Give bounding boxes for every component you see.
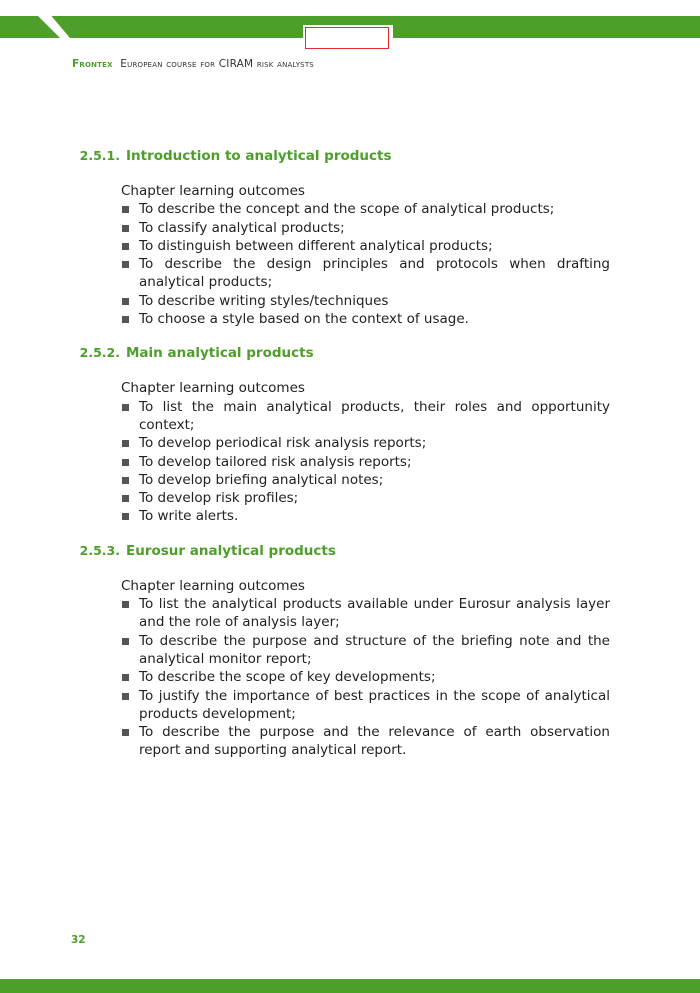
- list-item: To distinguish between different analytical products;: [121, 237, 610, 255]
- bullet-icon: [122, 693, 129, 700]
- outcomes-intro: Chapter learning outcomes: [121, 380, 305, 397]
- list-item: To describe the design principles and protocols when drafting analytical products;: [121, 255, 610, 292]
- section-main-analytical-products: [70, 345, 610, 525]
- section-eurosur-analytical-products: [70, 543, 610, 760]
- list-item: To develop briefing analytical notes;: [121, 471, 610, 489]
- list-item: To classify analytical products;: [121, 219, 610, 237]
- list-item: To develop periodical risk analysis reports;: [121, 434, 610, 452]
- page-number: 32: [71, 934, 86, 946]
- outcomes-list: [121, 595, 610, 760]
- list-item: To describe the concept and the scope of analytical products;: [121, 200, 610, 218]
- running-header: [72, 58, 314, 70]
- section-title: Main analytical products: [126, 345, 314, 362]
- list-item: To describe writing styles/techniques: [121, 292, 610, 310]
- outcomes-list: [121, 200, 610, 328]
- list-item: To list the analytical products available under Eurosur analysis layer and the role of analysis layer;: [121, 595, 610, 632]
- section-heading: [70, 148, 610, 164]
- bullet-icon: [122, 601, 129, 608]
- bullet-icon: [122, 495, 129, 502]
- bullet-icon: [122, 225, 129, 232]
- bullet-icon: [122, 729, 129, 736]
- main-content: [70, 148, 610, 777]
- list-item: To describe the purpose and structure of the briefing note and the analytical monitor report;: [121, 632, 610, 669]
- bullet-icon: [122, 477, 129, 484]
- section-heading: [70, 345, 610, 361]
- section-intro-analytical-products: [70, 148, 610, 328]
- bullet-icon: [122, 316, 129, 323]
- outcomes-list: [121, 398, 610, 526]
- bullet-icon: [122, 404, 129, 411]
- red-outline-box: [305, 27, 389, 49]
- list-item: To justify the importance of best practices in the scope of analytical products development;: [121, 687, 610, 724]
- list-item: To develop tailored risk analysis reports;: [121, 453, 610, 471]
- bullet-icon: [122, 459, 129, 466]
- section-title: Introduction to analytical products: [126, 148, 392, 164]
- list-item: To describe the scope of key developments;: [121, 668, 610, 686]
- brand-name: Frontex: [72, 58, 113, 70]
- section-number: 2.5.2.: [79, 345, 120, 361]
- bullet-icon: [122, 243, 129, 250]
- section-number: 2.5.1.: [79, 148, 120, 163]
- list-item: To choose a style based on the context of usage.: [121, 310, 610, 328]
- section-heading: [70, 543, 610, 559]
- bullet-icon: [122, 513, 129, 520]
- section-number: 2.5.3.: [79, 542, 120, 558]
- bullet-icon: [122, 298, 129, 305]
- bottom-green-band: [0, 979, 700, 993]
- outcomes-intro: Chapter learning outcomes: [121, 577, 305, 594]
- top-corner-slope: [0, 0, 80, 40]
- bullet-icon: [122, 206, 129, 213]
- bullet-icon: [122, 674, 129, 681]
- list-item: To develop risk profiles;: [121, 489, 610, 507]
- bullet-icon: [122, 638, 129, 645]
- list-item: To write alerts.: [121, 507, 610, 525]
- list-item: To list the main analytical products, their roles and opportunity context;: [121, 398, 610, 435]
- section-title: Eurosur analytical products: [126, 542, 336, 559]
- bullet-icon: [122, 440, 129, 447]
- bullet-icon: [122, 261, 129, 268]
- outcomes-intro: Chapter learning outcomes: [121, 183, 305, 199]
- course-title: European course for CIRAM risk analysts: [120, 58, 314, 70]
- list-item: To describe the purpose and the relevance of earth observation report and supporting analytical report.: [121, 723, 610, 760]
